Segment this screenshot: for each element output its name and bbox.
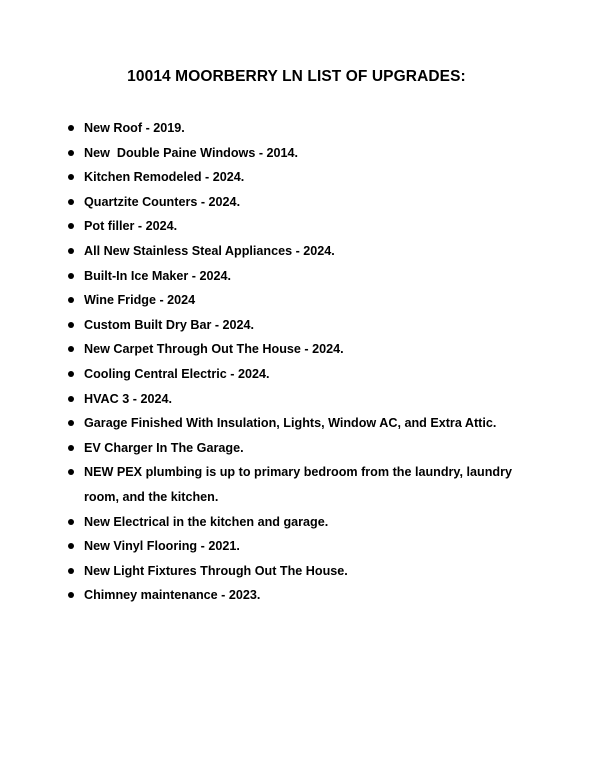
list-item-text: Garage Finished With Insulation, Lights, Window AC, and Extra Attic. (84, 416, 497, 431)
list-item (66, 411, 536, 436)
bullet-icon (68, 223, 74, 229)
list-item (66, 165, 536, 190)
list-item (66, 214, 536, 239)
list-item (66, 313, 536, 338)
list-item (66, 510, 536, 535)
bullet-icon (68, 420, 74, 426)
list-item-text: New Electrical in the kitchen and garage. (84, 514, 329, 529)
list-item-text: HVAC 3 - 2024. (84, 391, 172, 406)
bullet-icon (68, 592, 74, 598)
bullet-icon (68, 125, 74, 131)
bullet-icon (68, 273, 74, 279)
bullet-icon (68, 445, 74, 451)
list-item-text: Wine Fridge - 2024 (84, 293, 196, 308)
bullet-icon (68, 346, 74, 352)
list-item (66, 288, 536, 313)
upgrades-list (66, 116, 536, 608)
bullet-icon (68, 297, 74, 303)
list-item (66, 362, 536, 387)
list-item-text: EV Charger In The Garage. (84, 440, 244, 455)
page-title: 10014 MOORBERRY LN LIST OF UPGRADES: (127, 68, 466, 85)
bullet-icon (68, 469, 74, 475)
list-item (66, 534, 536, 559)
list-item (66, 337, 536, 362)
bullet-icon (68, 199, 74, 205)
list-item (66, 116, 536, 141)
list-item (66, 141, 536, 166)
list-item-text: Kitchen Remodeled - 2024. (84, 170, 245, 185)
list-item-text: Quartzite Counters - 2024. (84, 194, 241, 209)
list-item-text: Cooling Central Electric - 2024. (84, 366, 270, 381)
list-item (66, 239, 536, 264)
list-item-text: All New Stainless Steal Appliances - 2024. (84, 243, 335, 258)
list-item-text: New Roof - 2019. (84, 121, 185, 135)
bullet-icon (68, 396, 74, 402)
list-item-text: Chimney maintenance - 2023. (84, 588, 261, 603)
list-item (66, 583, 536, 608)
list-item (66, 264, 536, 289)
bullet-icon (68, 150, 74, 156)
list-item (66, 460, 536, 509)
bullet-icon (68, 371, 74, 377)
list-item (66, 387, 536, 412)
list-item-text: New Carpet Through Out The House - 2024. (84, 342, 344, 357)
list-item-text: New Double Paine Windows - 2014. (84, 145, 299, 160)
list-item-text: Built-In Ice Maker - 2024. (84, 268, 231, 283)
list-item-text: NEW PEX plumbing is up to primary bedroom from the laundry, laundry room, and the kitchen. (84, 465, 516, 504)
bullet-icon (68, 248, 74, 254)
bullet-icon (68, 543, 74, 549)
list-item (66, 190, 536, 215)
list-item (66, 559, 536, 584)
bullet-icon (68, 568, 74, 574)
bullet-icon (68, 519, 74, 525)
list-item-text: Pot filler - 2024. (84, 219, 178, 234)
list-item-text: Custom Built Dry Bar - 2024. (84, 317, 255, 332)
list-item (66, 436, 536, 461)
list-item-text: New Light Fixtures Through Out The House. (84, 563, 348, 578)
bullet-icon (68, 174, 74, 180)
bullet-icon (68, 322, 74, 328)
list-item-text: New Vinyl Flooring - 2021. (84, 539, 240, 554)
